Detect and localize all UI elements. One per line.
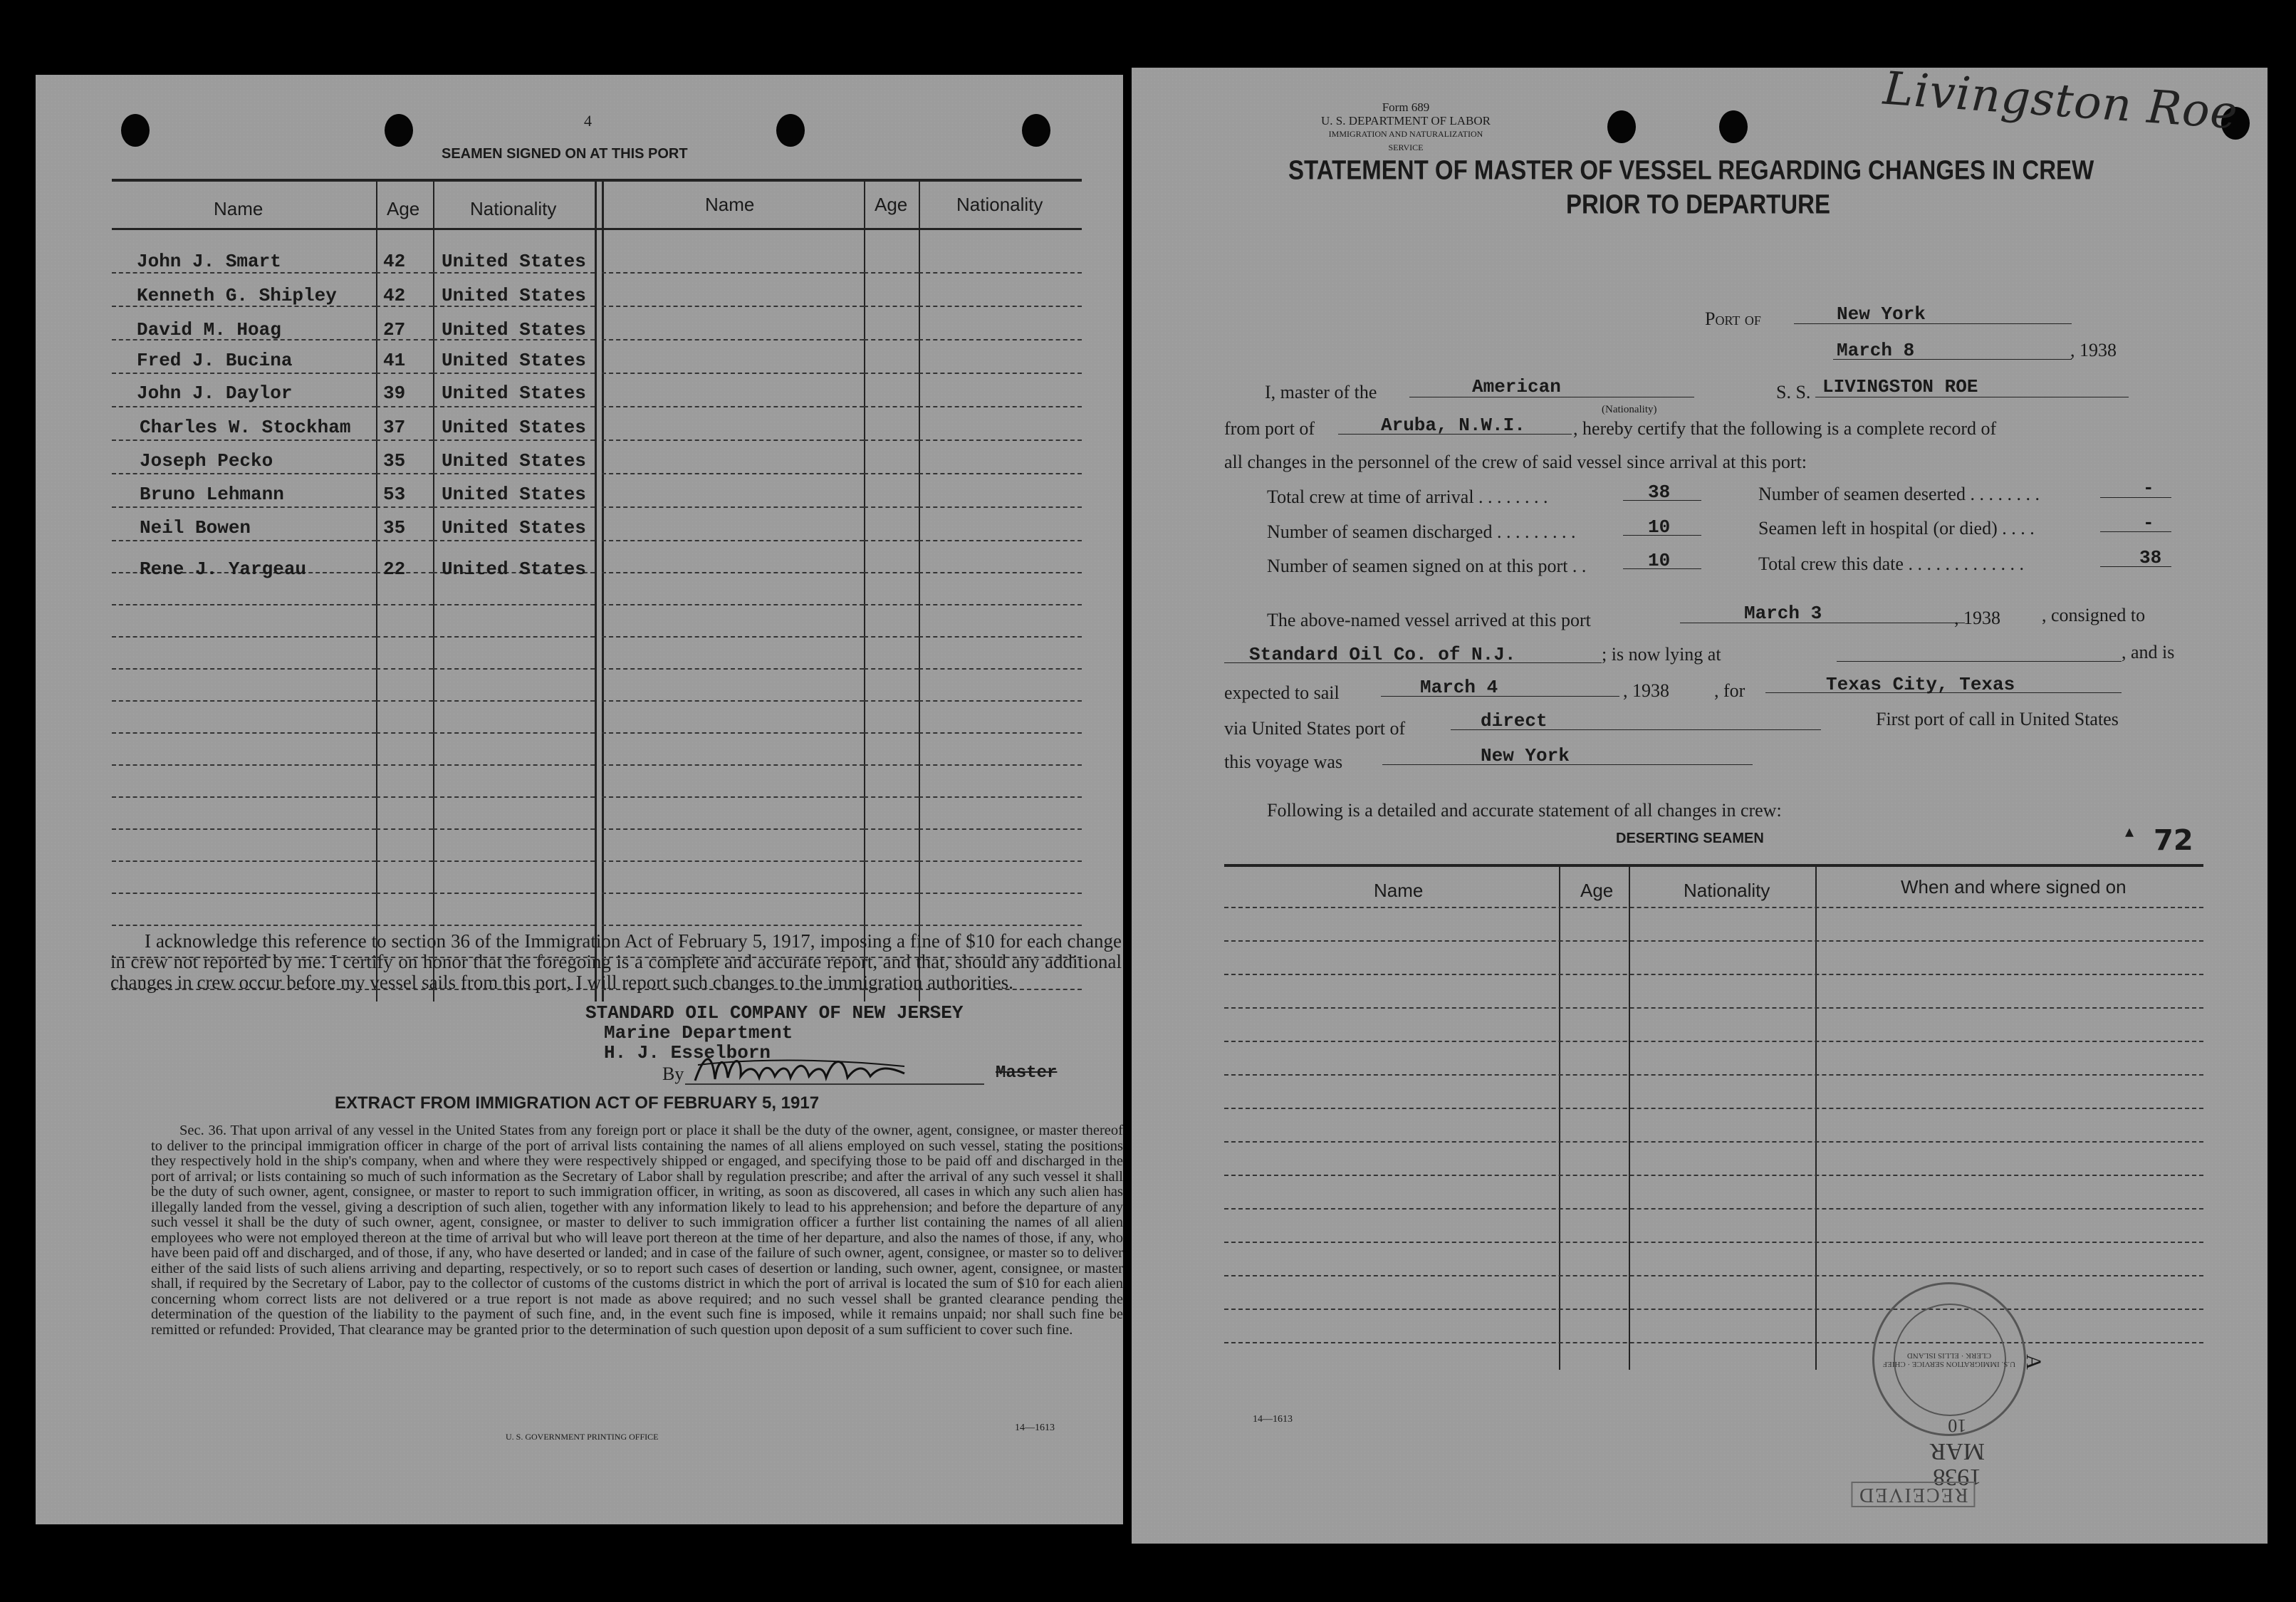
arrived-label: The above-named vessel arrived at this port <box>1267 610 1591 630</box>
seaman-name: John J. Smart <box>137 251 281 272</box>
punch-hole <box>776 114 805 147</box>
row-rule <box>602 406 864 407</box>
seaman-name: Charles W. Stockham <box>140 417 351 438</box>
seaman-age: 22 <box>383 558 406 580</box>
row-rule <box>1224 1108 2203 1109</box>
received-date-stamp <box>1872 1282 2026 1490</box>
sail-value: March 4 <box>1420 677 1498 698</box>
row-rule <box>602 439 864 441</box>
row-rule <box>864 636 919 638</box>
column-divider <box>433 179 434 1002</box>
row-rule <box>864 668 919 670</box>
row-rule <box>1224 1175 2203 1176</box>
section-36-text: Sec. 36. That upon arrival of any vessel in the United States from any foreign port or place it shall be the duty of the owner, agent, consignee, or master thereof to deliver to the principal immigration officer in charge of the port of arrival lists containing the names of all aliens employed on such vessel, stating the positions they respectively hold in the ship's company, when and where they were respectively shipped or engaged, and specifying those to be paid off and discharged in the port of arrival; or lists containing so much of such information as the Secretary of Labor shall by regulation prescribe; and after the arrival of any such vessel it shall be the duty of such owner, agent, consignee, or master to report to such immigration officer, in writing, as soon as discovered, all cases in which any such alien has illegally landed from the vessel, giving a description of such alien, together with any information likely to lead to his apprehension; and before the departure of any such vessel it shall be the duty of such owner, agent, consignee, or master to deliver to such immigration officer a further list containing the names of all alien employees who were not employed thereon at the time of arrival but who will leave port thereon at the time of her departure, and also the names of those, if any, who have been paid off and discharged, and of those, if any, who have deserted or landed; and in case of the failure of such owner, agent, consignee, or master so to deliver either of the said lists of such aliens arriving and departing, respectively, or so to report such cases of desertion or landing, such owner, agent, consignee, or master shall, if required by the Secretary of Labor, pay to the collector of customs of the customs district in which the port of arrival is located the sum of $10 for each alien concerning whom correct lists are not delivered or a true report is not made as above required; and no such vessel shall be granted clearance pending the determination of the question of the liability to the payment of such fine, and, in the event such fine is imposed, while it remains unpaid; nor shall such fine be remitted or refunded: Provided, That clearance may be granted prior to the determination of such question upon deposit of a sum sufficient to cover such fine. <box>151 1123 1123 1338</box>
row-rule <box>112 893 376 894</box>
row-rule <box>919 373 1082 374</box>
row-rule <box>433 406 595 407</box>
seamen-signed-heading: SEAMEN SIGNED ON AT THIS PORT <box>442 146 688 162</box>
row-rule <box>1224 1242 2203 1243</box>
row-rule <box>376 796 433 798</box>
seaman-name: John J. Daylor <box>137 383 293 404</box>
row-rule <box>919 306 1082 307</box>
seaman-nationality: United States <box>442 319 586 340</box>
voyage-label: this voyage was <box>1224 751 1343 772</box>
row-rule <box>433 925 595 926</box>
row-rule <box>1224 1041 2203 1042</box>
destination-value: Texas City, Texas <box>1826 674 2015 695</box>
seaman-name: Joseph Pecko <box>140 450 273 472</box>
handwritten-ship-name: Livingston Roe <box>1882 62 2240 140</box>
row-rule <box>433 860 595 862</box>
by-label: By <box>662 1063 684 1084</box>
row-rule <box>376 604 433 605</box>
row-rule <box>602 796 864 798</box>
row-rule <box>433 604 595 605</box>
row-rule <box>376 828 433 830</box>
row-rule <box>112 828 376 830</box>
row-rule <box>433 796 595 798</box>
row-rule <box>919 764 1082 766</box>
seaman-age: 27 <box>383 319 406 340</box>
acknowledgment-text: I acknowledge this reference to section 36 of the Immigration Act of February 5, 1917, imposing a fine of $10 for each change in crew not reported by me. I certify on honor that the foregoing is a complete and accurate report, and that, should any additional changes in crew occur before my vessel sails from this port, I will report such changes to the immigration authorities. <box>110 930 1122 993</box>
fill-line <box>2100 497 2171 498</box>
consigned-label: , consigned to <box>2042 605 2146 625</box>
col-header-name: Name <box>705 194 755 215</box>
row-rule <box>919 473 1082 474</box>
row-rule <box>433 893 595 894</box>
fill-line <box>1382 764 1753 765</box>
punch-hole <box>385 114 413 147</box>
fill-line <box>1833 359 2072 360</box>
row-rule <box>433 764 595 766</box>
row-rule <box>919 732 1082 734</box>
stat-label: Number of seamen discharged . . . . . . . . . <box>1267 521 1576 542</box>
from-port-value: Aruba, N.W.I. <box>1381 415 1525 436</box>
stat-label: Number of seamen signed on at this port . . <box>1267 556 1587 576</box>
arrived-year: , 1938 <box>1954 608 2000 628</box>
row-rule <box>112 506 376 508</box>
row-rule <box>433 439 595 441</box>
left-page <box>36 75 1123 1524</box>
row-rule <box>864 828 919 830</box>
fill-line <box>2100 566 2171 567</box>
table-header-rule <box>112 228 1082 230</box>
changes-text: all changes in the personnel of the crew of said vessel since arrival at this port: <box>1224 452 1807 472</box>
for-label: , for <box>1714 680 1746 701</box>
row-rule <box>112 732 376 734</box>
row-rule <box>602 339 864 340</box>
port-value: New York <box>1837 303 1926 325</box>
master-title: Master <box>996 1063 1058 1083</box>
fill-line <box>1765 692 2122 693</box>
col-header-name: Name <box>214 198 263 219</box>
row-rule <box>919 604 1082 605</box>
date-value: March 8 <box>1837 340 1915 361</box>
stamp-date: 1938 MAR 10 <box>1929 1415 1985 1490</box>
stat-label: Number of seamen deserted . . . . . . . . <box>1758 484 2040 504</box>
row-rule <box>112 860 376 862</box>
seaman-nationality: United States <box>442 383 586 404</box>
seaman-age: 37 <box>383 417 406 438</box>
form-number: Form 689 <box>1382 100 1430 114</box>
row-rule <box>602 828 864 830</box>
row-rule <box>376 272 433 274</box>
row-rule <box>1224 1275 2203 1276</box>
seaman-nationality: United States <box>442 350 586 371</box>
row-rule <box>433 540 595 541</box>
column-divider <box>919 179 920 1002</box>
row-rule <box>864 540 919 541</box>
row-rule <box>112 540 376 541</box>
department-name: U. S. DEPARTMENT OF LABOR <box>1321 114 1491 128</box>
stat-value: - <box>2143 512 2154 534</box>
row-rule <box>433 636 595 638</box>
nationality-caption: (Nationality) <box>1602 404 1657 415</box>
fill-line <box>1623 535 1701 536</box>
row-rule <box>376 473 433 474</box>
stat-label: Total crew this date . . . . . . . . . . . . . <box>1758 553 2024 574</box>
row-rule <box>112 668 376 670</box>
row-rule <box>1224 974 2203 975</box>
row-rule <box>602 925 864 926</box>
row-rule <box>602 373 864 374</box>
stamp-ring-text: U.S. IMMIGRATION SERVICE · CHIEF CLERK · ELLIS ISLAND <box>1882 1351 2016 1368</box>
row-rule <box>112 764 376 766</box>
row-rule <box>864 406 919 407</box>
dot-mark: ▴ <box>2125 823 2134 841</box>
row-rule <box>433 473 595 474</box>
seaman-name: Rene J. Yargeau <box>140 558 307 580</box>
seaman-nationality: United States <box>442 417 586 438</box>
row-rule <box>919 700 1082 702</box>
seaman-age: 42 <box>383 285 406 306</box>
row-rule <box>376 540 433 541</box>
row-rule <box>864 893 919 894</box>
row-rule <box>376 439 433 441</box>
row-rule <box>376 764 433 766</box>
col-header-nationality: Nationality <box>470 198 557 219</box>
row-rule <box>112 700 376 702</box>
voyage-value: New York <box>1481 745 1570 766</box>
row-rule <box>602 306 864 307</box>
seaman-age: 35 <box>383 450 406 472</box>
row-rule <box>864 439 919 441</box>
row-rule <box>1224 1141 2203 1143</box>
punch-hole <box>1022 114 1050 147</box>
row-rule <box>919 860 1082 862</box>
row-rule <box>864 604 919 605</box>
nationality-value: American <box>1472 376 1561 397</box>
row-rule <box>1224 1342 2203 1343</box>
row-rule <box>1224 1208 2203 1210</box>
table-top-rule <box>1224 864 2203 867</box>
fill-line <box>1794 323 2072 324</box>
page-number: 4 <box>584 112 592 130</box>
fill-line <box>1451 729 1821 730</box>
row-rule <box>919 925 1082 926</box>
seaman-age: 53 <box>383 484 406 505</box>
row-rule <box>864 373 919 374</box>
row-rule <box>864 506 919 508</box>
fill-line <box>1381 696 1619 697</box>
row-rule <box>602 540 864 541</box>
seaman-age: 42 <box>383 251 406 272</box>
row-rule <box>602 506 864 508</box>
row-rule <box>864 339 919 340</box>
sail-label: expected to sail <box>1224 682 1340 703</box>
seaman-age: 39 <box>383 383 406 404</box>
stat-label: Seamen left in hospital (or died) . . . . <box>1758 518 2035 539</box>
row-rule <box>602 893 864 894</box>
punch-hole <box>121 114 150 147</box>
row-rule <box>376 860 433 862</box>
form-code: 14—1613 <box>1015 1422 1055 1433</box>
row-rule <box>864 732 919 734</box>
lying-label: ; is now lying at <box>1602 644 1721 665</box>
row-rule <box>864 796 919 798</box>
row-rule <box>1224 907 2203 908</box>
row-rule <box>376 373 433 374</box>
row-rule <box>376 506 433 508</box>
signature-line <box>685 1083 984 1085</box>
seaman-age: 35 <box>383 517 406 539</box>
and-is: , and is <box>2122 642 2175 662</box>
row-rule <box>919 439 1082 441</box>
row-rule <box>433 732 595 734</box>
via-label: via United States port of <box>1224 718 1406 739</box>
fill-line <box>1224 662 1602 663</box>
row-rule <box>919 893 1082 894</box>
row-rule <box>1224 940 2203 942</box>
seaman-nationality: United States <box>442 484 586 505</box>
stat-label: Total crew at time of arrival . . . . . . . . <box>1267 487 1548 507</box>
punch-hole <box>1607 110 1636 143</box>
row-rule <box>919 406 1082 407</box>
extract-title: EXTRACT FROM IMMIGRATION ACT OF FEBRUARY 5, 1917 <box>335 1093 820 1113</box>
row-rule <box>433 668 595 670</box>
table-top-rule <box>112 179 1082 182</box>
ss-label: S. S. <box>1776 382 1811 402</box>
title-line-1: STATEMENT OF MASTER OF VESSEL REGARDING CHANGES IN CREW <box>1288 155 2094 185</box>
printer-credit: U. S. GOVERNMENT PRINTING OFFICE <box>506 1432 659 1442</box>
row-rule <box>433 506 595 508</box>
following-text: Following is a detailed and accurate statement of all changes in crew: <box>1267 800 1782 821</box>
fill-line <box>1623 568 1701 569</box>
right-page <box>1132 62 2268 1544</box>
row-rule <box>864 473 919 474</box>
col-header-age: Age <box>387 198 420 219</box>
row-rule <box>376 636 433 638</box>
first-port-label: First port of call in United States <box>1876 709 2119 729</box>
column-divider <box>595 179 597 1002</box>
row-rule <box>433 828 595 830</box>
column-divider <box>864 179 865 1002</box>
row-rule <box>112 636 376 638</box>
punch-hole <box>1719 110 1748 143</box>
row-rule <box>864 272 919 274</box>
stat-value: 38 <box>1648 482 1671 503</box>
stat-value: - <box>2143 477 2154 499</box>
seaman-age: 41 <box>383 350 406 371</box>
row-rule <box>433 373 595 374</box>
fill-line <box>1623 500 1701 501</box>
row-rule <box>602 604 864 605</box>
row-rule <box>112 373 376 374</box>
row-rule <box>1224 1309 2203 1310</box>
row-rule <box>112 406 376 407</box>
row-rule <box>864 925 919 926</box>
row-rule <box>919 339 1082 340</box>
row-rule <box>602 764 864 766</box>
col-header-nationality: Nationality <box>1684 880 1770 901</box>
side-letter: A <box>2021 1354 2045 1370</box>
stamped-number: 72 <box>2154 824 2193 857</box>
form-header <box>1320 100 1491 155</box>
row-rule <box>864 860 919 862</box>
company-stamp: STANDARD OIL COMPANY OF NEW JERSEY <box>585 1002 964 1024</box>
row-rule <box>112 925 376 926</box>
row-rule <box>919 828 1082 830</box>
seaman-nationality: United States <box>442 558 586 580</box>
seaman-nationality: United States <box>442 251 586 272</box>
stat-value: 38 <box>2139 547 2162 568</box>
row-rule <box>919 668 1082 670</box>
row-rule <box>602 860 864 862</box>
row-rule <box>864 572 919 573</box>
from-port-label: from port of <box>1224 418 1315 439</box>
seaman-name: Fred J. Bucina <box>137 350 293 371</box>
fill-line <box>2100 531 2171 532</box>
form-code: 14—1613 <box>1253 1414 1293 1425</box>
seaman-nationality: United States <box>442 285 586 306</box>
col-header-age: Age <box>1580 880 1614 901</box>
seaman-name: Kenneth G. Shipley <box>137 285 337 306</box>
seaman-name: David M. Hoag <box>137 319 281 340</box>
row-rule <box>919 540 1082 541</box>
column-divider <box>602 179 604 1002</box>
row-rule <box>112 272 376 274</box>
certify-text: , hereby certify that the following is a complete record of <box>1573 418 1997 439</box>
row-rule <box>864 306 919 307</box>
title-line-2: PRIOR TO DEPARTURE <box>1566 189 1830 219</box>
row-rule <box>376 668 433 670</box>
row-rule <box>602 473 864 474</box>
row-rule <box>376 732 433 734</box>
row-rule <box>1224 1007 2203 1009</box>
row-rule <box>112 604 376 605</box>
fill-line <box>1837 661 2122 662</box>
stat-value: 10 <box>1648 550 1671 571</box>
row-rule <box>864 700 919 702</box>
row-rule <box>864 764 919 766</box>
row-rule <box>602 636 864 638</box>
row-rule <box>433 272 595 274</box>
row-rule <box>376 700 433 702</box>
seaman-name: Neil Bowen <box>140 517 251 539</box>
row-rule <box>919 636 1082 638</box>
row-rule <box>602 668 864 670</box>
received-mark: RECEIVED <box>1851 1482 1975 1507</box>
row-rule <box>602 700 864 702</box>
col-header-nationality: Nationality <box>956 194 1043 215</box>
service-name: IMMIGRATION AND NATURALIZATION SERVICE <box>1328 129 1483 152</box>
seaman-nationality: United States <box>442 517 586 539</box>
row-rule <box>602 732 864 734</box>
seaman-nationality: United States <box>442 450 586 472</box>
row-rule <box>919 272 1082 274</box>
row-rule <box>602 572 864 573</box>
row-rule <box>376 406 433 407</box>
consignee-value: Standard Oil Co. of N.J. <box>1249 644 1516 665</box>
column-divider <box>376 179 377 1002</box>
stat-value: 10 <box>1648 516 1671 538</box>
row-rule <box>112 796 376 798</box>
row-rule <box>112 473 376 474</box>
arrived-value: March 3 <box>1744 603 1822 624</box>
row-rule <box>919 796 1082 798</box>
signature-image <box>691 1045 919 1095</box>
agent-stamp: H. J. Esselborn <box>604 1042 771 1063</box>
row-rule <box>112 439 376 441</box>
row-rule <box>1224 1074 2203 1076</box>
col-header-signed-on: When and where signed on <box>1901 876 2127 898</box>
department-stamp: Marine Department <box>604 1022 793 1044</box>
row-rule <box>919 506 1082 508</box>
row-rule <box>433 700 595 702</box>
port-label: Port of <box>1705 308 1761 329</box>
deserting-heading: DESERTING SEAMEN <box>1616 831 1764 846</box>
row-rule <box>919 572 1082 573</box>
row-rule <box>602 272 864 274</box>
sail-year: , 1938 <box>1623 680 1669 701</box>
via-value: direct <box>1481 710 1548 732</box>
fill-line <box>1338 434 1572 435</box>
col-header-name: Name <box>1374 880 1424 901</box>
ship-value: LIVINGSTON ROE <box>1822 376 1978 397</box>
row-rule <box>376 893 433 894</box>
seaman-name: Bruno Lehmann <box>140 484 284 505</box>
row-rule <box>376 925 433 926</box>
col-header-age: Age <box>875 194 908 215</box>
master-prefix: I, master of the <box>1265 382 1377 402</box>
year-suffix: , 1938 <box>2070 340 2117 360</box>
